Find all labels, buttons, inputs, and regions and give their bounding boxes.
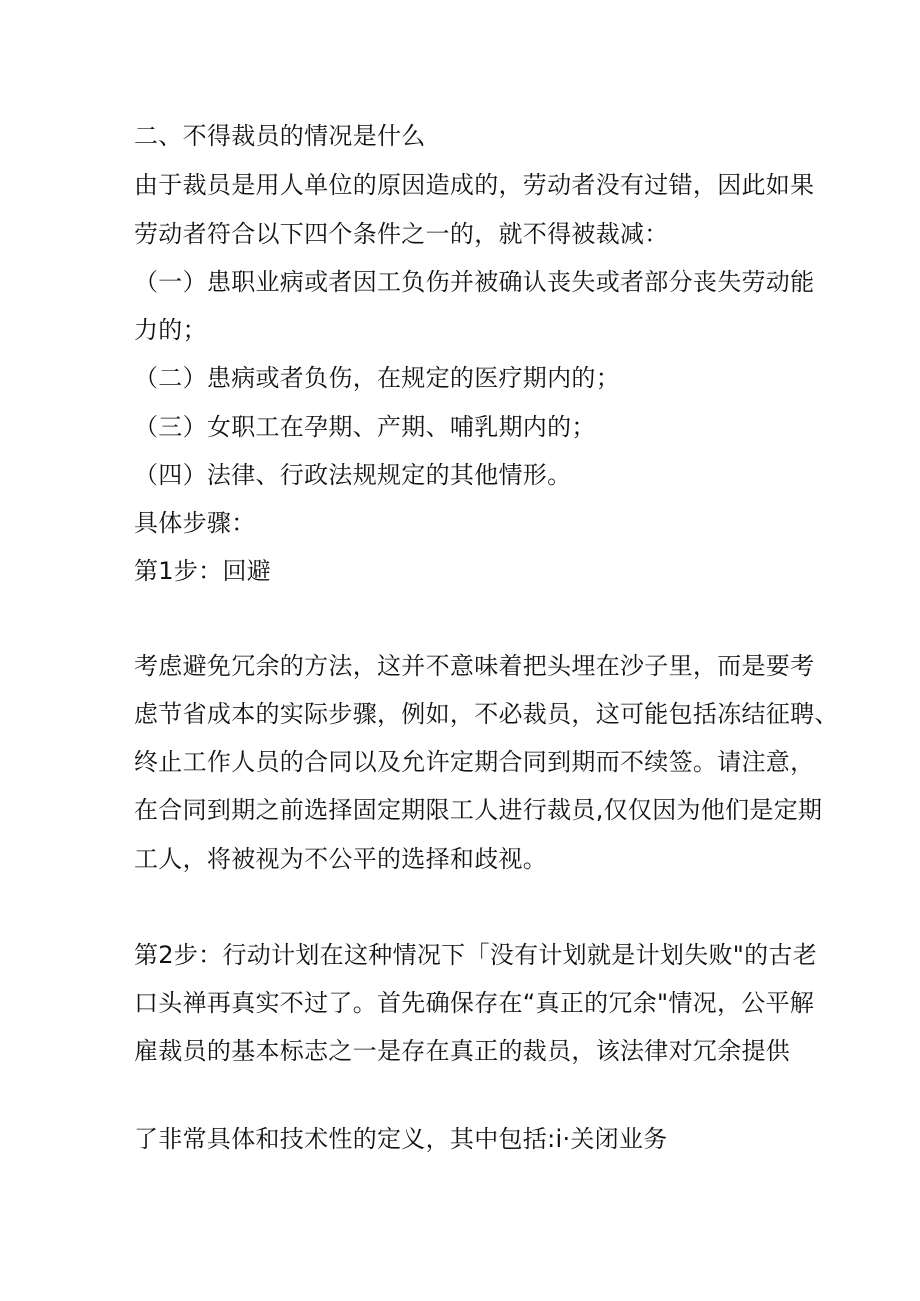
paragraph-line: 了非常具体和技术性的定义，其中包括:i·关闭业务: [134, 1125, 668, 1153]
paragraph-line: 力的；: [134, 316, 207, 344]
list-item: （二）患病或者负伤，在规定的医疗期内的；: [134, 364, 620, 392]
list-item: （一）患职业病或者因工负伤并被确认丧失或者部分丧失劳动能: [134, 268, 815, 296]
paragraph-line: 虑节省成本的实际步骤，例如，不必裁员，这可能包括冻结征聘、: [134, 700, 839, 728]
list-item: （四）法律、行政法规规定的其他情形。: [134, 461, 572, 489]
paragraph-line: 由于裁员是用人单位的原因造成的，劳动者没有过错，因此如果: [134, 171, 815, 199]
paragraph-line: 雇裁员的基本标志之一是存在真正的裁员，该法律对冗余提供: [134, 1037, 791, 1065]
list-item: （三）女职工在孕期、产期、哺乳期内的；: [134, 413, 596, 441]
paragraph-line: 口头禅再真实不过了。首先确保存在“真正的冗余"情况，公平解: [134, 989, 815, 1017]
paragraph-line: 终止工作人员的合同以及允许定期合同到期而不续签。请注意，: [134, 748, 815, 776]
paragraph-line: 考虑避免冗余的方法，这并不意味着把头埋在沙子里，而是要考: [134, 652, 815, 680]
paragraph-line: 在合同到期之前选择固定期限工人进行裁员,仅仅因为他们是定期: [134, 796, 823, 824]
paragraph-line: 劳动者符合以下四个条件之一的，就不得被裁减：: [134, 220, 669, 248]
paragraph-line: 工人，将被视为不公平的选择和歧视。: [134, 845, 548, 873]
section-heading: 二、不得裁员的情况是什么: [134, 122, 426, 150]
step-heading: 第1步：回避: [134, 557, 272, 585]
subheading: 具体步骤：: [134, 509, 256, 537]
step-paragraph-line: 第2步：行动计划在这种情况下「没有计划就是计划失败"的古老: [134, 941, 818, 969]
